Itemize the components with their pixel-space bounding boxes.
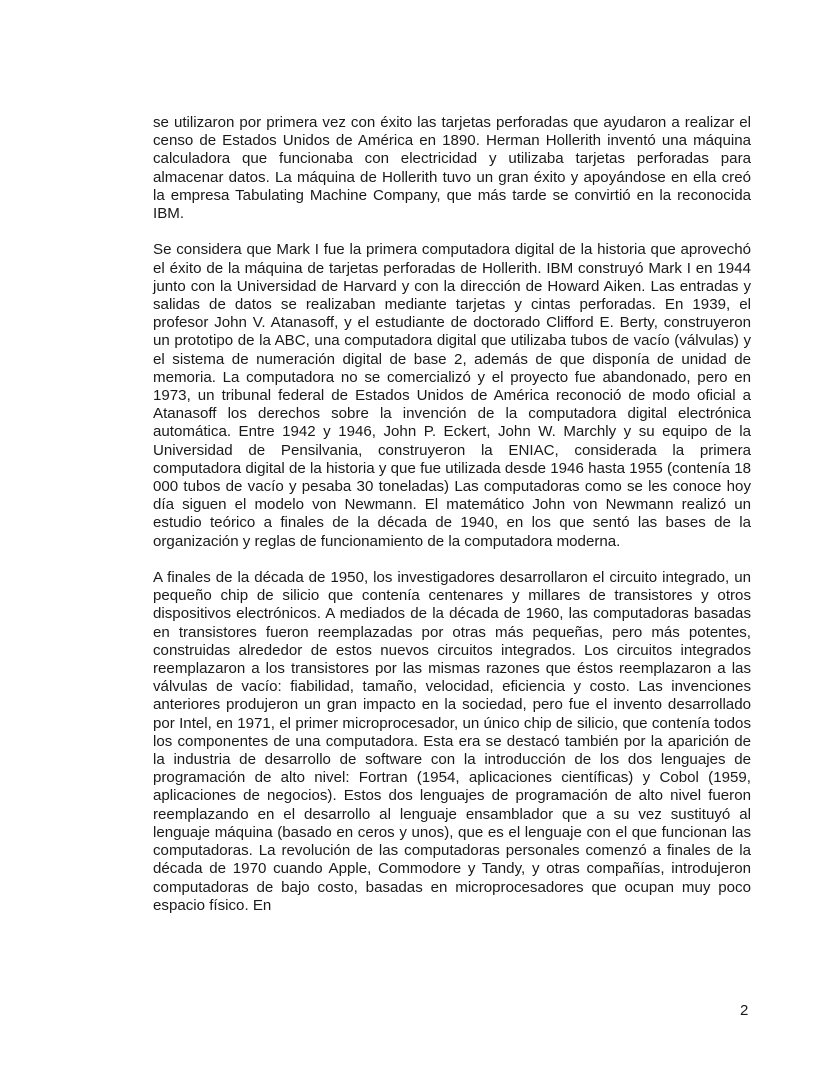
paragraph-mark-i: Se considera que Mark I fue la primera computadora digital de la historia que aprovechó el éxito de la máquina de tarjetas perforadas de Hollerith. IBM construyó Mark I en 1944 junto con la Universidad de Harvard y con la dirección de Howard Aiken. Las entradas y salidas de datos se realizaban mediante tarjetas y cintas perforadas. En 1939, el profesor John V. Atanasoff, y el estudiante de doctorado Clifford E. Berty, construyeron un prototipo de la ABC, una computadora digital que utilizaba tubos de vacío (válvulas) y el sistema de numeración digital de base 2, además de que disponía de unidad de memoria. La computadora no se comercializó y el proyecto fue abandonado, pero en 1973, un tribunal federal de Estados Unidos de América reconoció de modo oficial a Atanasoff los derechos sobre la invención de la computadora digital electrónica automática. Entre 1942 y 1946, John P. Eckert, John W. Marchly y su equipo de la Universidad de Pensilvania, construyeron la ENIAC, considerada la primera computadora digital de la historia y que fue utilizada desde 1946 hasta 1955 (contenía 18 000 tubos de vacío y pesaba 30 toneladas) Las computadoras como se les conoce hoy día siguen el modelo von Newmann. El matemático John von Newmann realizó un estudio teórico a finales de la década de 1940, en los que sentó las bases de la organización y reglas de funcionamiento de la computadora moderna.: [153, 241, 751, 550]
body-text: [153, 114, 751, 915]
page-number: 2: [740, 1002, 749, 1019]
paragraph-hollerith: se utilizaron por primera vez con éxito las tarjetas perforadas que ayudaron a realizar el censo de Estados Unidos de América en 1890. Herman Hollerith inventó una máquina calculadora que funcionaba con electricidad y utilizaba tarjetas perforadas para almacenar datos. La máquina de Hollerith tuvo un gran éxito y apoyándose en ella creó la empresa Tabulating Machine Company, que más tarde se convirtió en la reconocida IBM.: [153, 114, 751, 223]
paragraph-integrated-circuit: A finales de la década de 1950, los investigadores desarrollaron el circuito integrado, un pequeño chip de silicio que contenía centenares y millares de transistores y otros dispositivos electrónicos. A mediados de la década de 1960, las computadoras basadas en transistores fueron reemplazadas por otras más pequeñas, pero más potentes, construidas alrededor de estos nuevos circuitos integrados. Los circuitos integrados reemplazaron a los transistores por las mismas razones que éstos reemplazaron a las válvulas de vacío: fiabilidad, tamaño, velocidad, eficiencia y costo. Las invenciones anteriores produjeron un gran impacto en la sociedad, pero fue el invento desarrollado por Intel, en 1971, el primer microprocesador, un único chip de silicio, que contenía todos los componentes de una computadora. Esta era se destacó también por la aparición de la industria de desarrollo de software con la introducción de los dos lenguajes de programación de alto nivel: Fortran (1954, aplicaciones científicas) y Cobol (1959, aplicaciones de negocios). Estos dos lenguajes de programación de alto nivel fueron reemplazando en el desarrollo al lenguaje ensamblador que a su vez sustituyó al lenguaje máquina (basado en ceros y unos), que es el lenguaje con el que funcionan las computadoras. La revolución de las computadoras personales comenzó a finales de la década de 1970 cuando Apple, Commodore y Tandy, y otras compañías, introdujeron computadoras de bajo costo, basadas en microprocesadores que ocupan muy poco espacio físico. En: [153, 569, 751, 914]
